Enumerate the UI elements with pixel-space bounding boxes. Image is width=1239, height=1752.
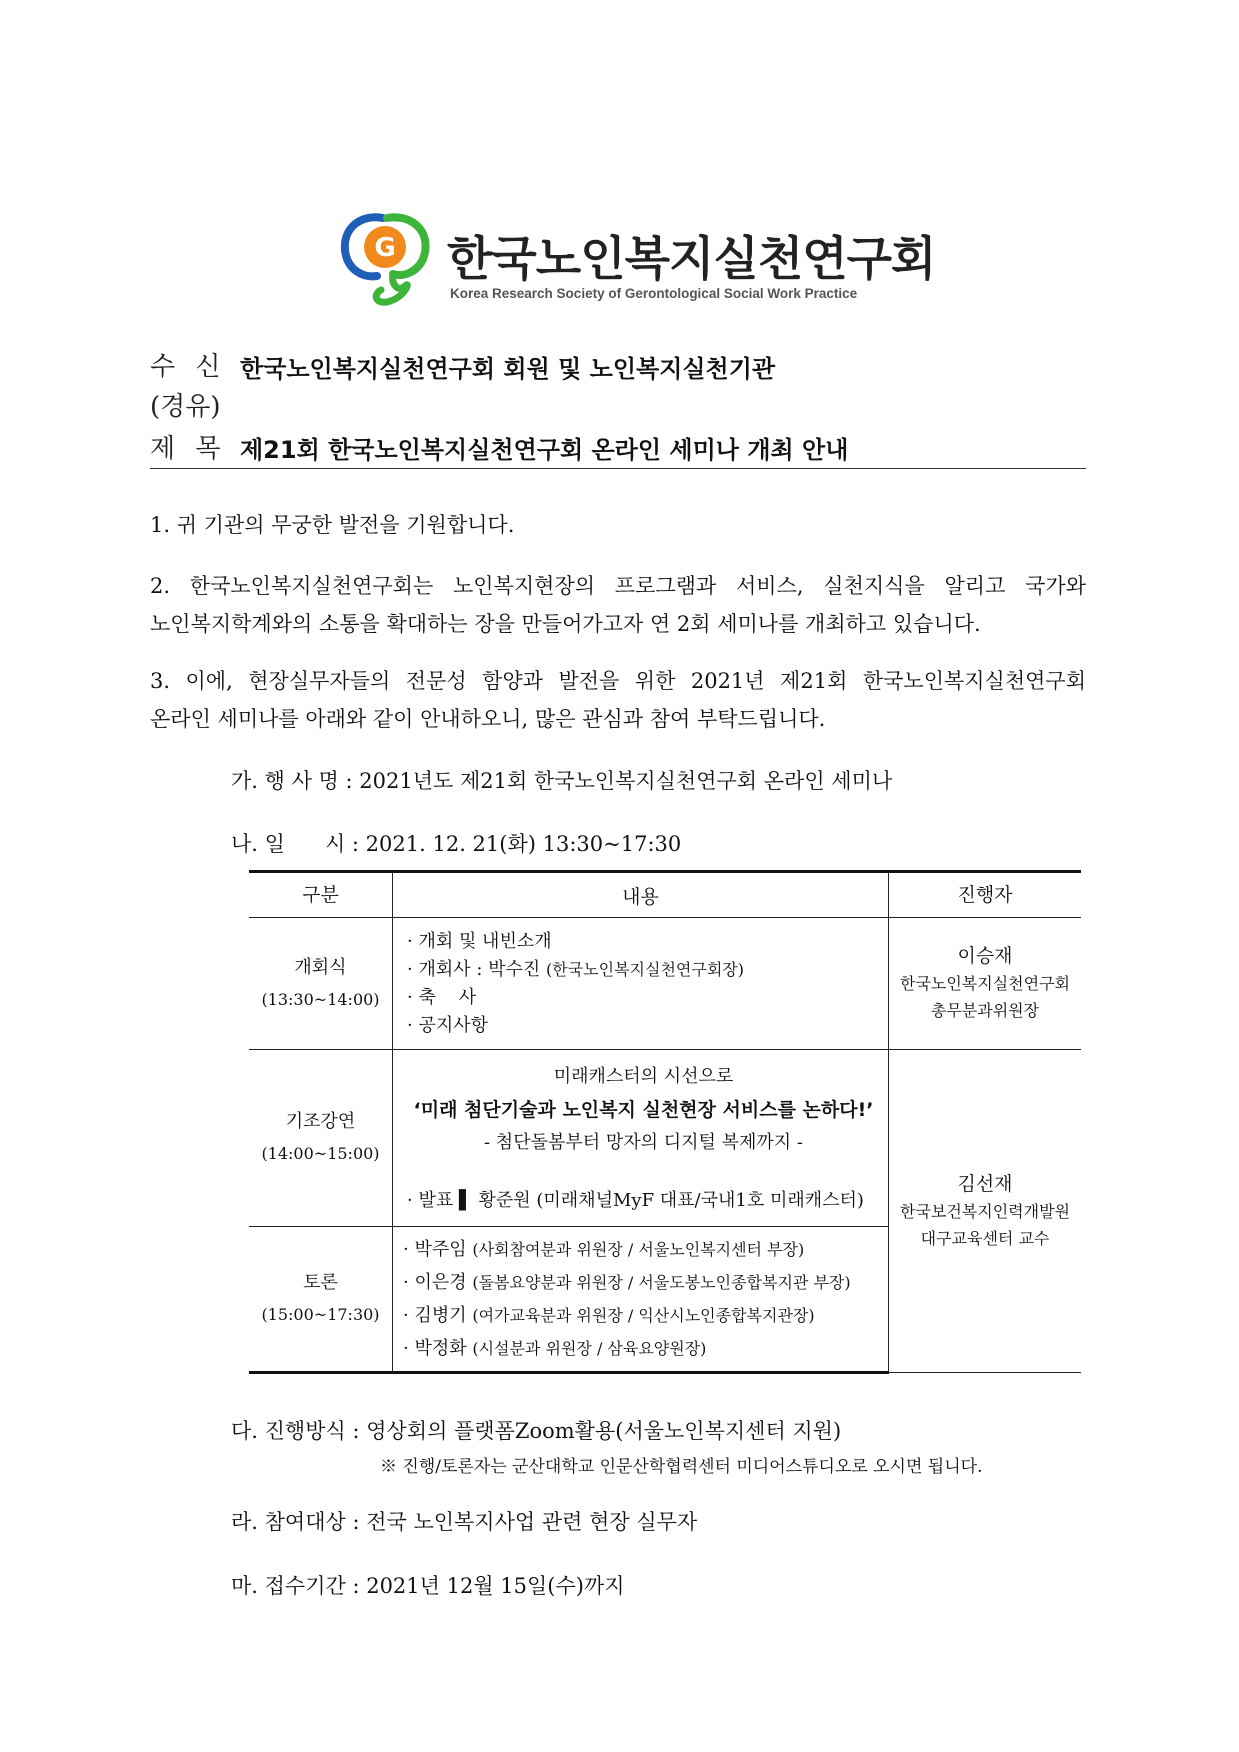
opening-item-1: · 개회 및 내빈소개	[407, 930, 552, 952]
panelist-1-affiliation: (사회참여분과 위원장 / 서울노인복지센터 부장)	[472, 1240, 805, 1259]
column-header-category: 구분	[249, 872, 393, 918]
keynote-time: (14:00~15:00)	[261, 1144, 380, 1163]
moderator2-role: 대구교육센터 교수	[920, 1228, 1050, 1248]
recipient-value: 한국노인복지실천연구회 회원 및 노인복지실천기관	[240, 355, 776, 383]
table-row-opening	[249, 918, 1081, 1050]
paragraph-3-line-1: 3. 이에, 현장실무자들의 전문성 함양과 발전을 위한 2021년 제21회 한국노인복지실천연구회	[150, 669, 1086, 693]
discussion-time: (15:00~17:30)	[261, 1305, 380, 1324]
keynote-subtitle: - 첨단돌봄부터 망자의 디지털 복제까지 -	[484, 1132, 803, 1153]
item-event-name: 가. 행 사 명 : 2021년도 제21회 한국노인복지실천연구회 온라인 세미나	[231, 769, 893, 793]
organization-logo	[335, 208, 936, 308]
panelist-3-name: · 김병기	[403, 1305, 467, 1326]
moderator2-org: 한국보건복지인력개발원	[899, 1201, 1071, 1221]
panelist-3-affiliation: (여가교육분과 위원장 / 익산시노인종합복지관장)	[472, 1306, 815, 1325]
logo-mark-icon	[335, 208, 435, 308]
opening-category	[249, 918, 393, 1050]
panelist-4-name: · 박정화	[403, 1338, 467, 1359]
keynote-name: 기조강연	[285, 1111, 356, 1132]
svg-text:G: G	[374, 233, 396, 263]
recipient-label: 수 신	[150, 352, 227, 382]
via-label: (경유)	[150, 392, 221, 422]
opening-content	[393, 918, 889, 1050]
panelist-3	[403, 1299, 888, 1332]
opening-name: 개회식	[294, 956, 347, 978]
item-format-note: ※ 진행/토론자는 군산대학교 인문산학협력센터 미디어스튜디오로 오시면 됩니다.	[380, 1457, 983, 1477]
panelist-4	[403, 1332, 888, 1365]
discussion-content	[393, 1227, 889, 1373]
panelist-2	[403, 1266, 888, 1299]
opening-moderator-name: 이승재	[957, 945, 1013, 967]
logo-name-korean: 한국노인복지실천연구회	[447, 232, 936, 287]
panelist-1	[403, 1233, 888, 1266]
item-date-time: 나. 일 시 : 2021. 12. 21(화) 13:30~17:30	[231, 832, 682, 856]
opening-item-2	[407, 956, 888, 984]
opening-moderator-role: 총무분과위원장	[930, 1001, 1040, 1020]
column-header-moderator: 진행자	[889, 872, 1082, 918]
keynote-category	[249, 1050, 393, 1227]
schedule-table	[249, 870, 1081, 1374]
keynote-discussion-moderator	[889, 1050, 1082, 1373]
discussion-name: 토론	[303, 1272, 338, 1293]
opening-item-4: · 공지사항	[407, 1014, 488, 1036]
item-audience: 라. 참여대상 : 전국 노인복지사업 관련 현장 실무자	[231, 1510, 698, 1534]
column-header-content: 내용	[393, 872, 889, 918]
paragraph-3-line-2: 온라인 세미나를 아래와 같이 안내하오니, 많은 관심과 참여 부탁드립니다.	[150, 707, 826, 731]
logo-name-english: Korea Research Society of Gerontological Social Work Practice	[450, 286, 858, 301]
paragraph-2-line-2: 노인복지학계와의 소통을 확대하는 장을 만들어가고자 연 2회 세미나를 개최하고 있습니다.	[150, 612, 981, 636]
subject-value: 제21회 한국노인복지실천연구회 온라인 세미나 개최 안내	[240, 436, 849, 464]
subject-label: 제 목	[150, 434, 227, 464]
keynote-title: ‘미래 첨단기술과 노인복지 실천현장 서비스를 논하다!’	[413, 1099, 874, 1121]
opening-moderator	[889, 918, 1082, 1050]
paragraph-1: 1. 귀 기관의 무궁한 발전을 기원합니다.	[150, 513, 515, 537]
keynote-content	[393, 1050, 889, 1227]
keynote-presenter: · 발표 ▌ 황준원 (미래채널MyF 대표/국내1호 미래캐스터)	[407, 1190, 864, 1211]
table-row-keynote	[249, 1050, 1081, 1227]
opening-item-2-note: (한국노인복지실천연구회장)	[546, 959, 744, 979]
paragraph-2-line-1: 2. 한국노인복지실천연구회는 노인복지현장의 프로그램과 서비스, 실천지식을 알리고 국가와	[150, 574, 1086, 598]
panelist-2-name: · 이은경	[403, 1272, 467, 1293]
panelist-4-affiliation: (시설분과 위원장 / 삼육요양원장)	[472, 1339, 707, 1358]
moderator2-name: 김선재	[957, 1172, 1013, 1195]
panelist-1-name: · 박주임	[403, 1239, 467, 1260]
item-registration-period: 마. 접수기간 : 2021년 12월 15일(수)까지	[231, 1574, 625, 1598]
opening-moderator-org: 한국노인복지실천연구회	[899, 974, 1071, 993]
panelist-2-affiliation: (돌봄요양분과 위원장 / 서울도봉노인종합복지관 부장)	[472, 1273, 851, 1292]
item-format: 다. 진행방식 : 영상회의 플랫폼Zoom활용(서울노인복지센터 지원)	[231, 1419, 842, 1443]
keynote-pre-title: 미래캐스터의 시선으로	[553, 1066, 734, 1087]
opening-time: (13:30~14:00)	[261, 989, 380, 1009]
discussion-category	[249, 1227, 393, 1373]
opening-item-3: · 축 사	[407, 986, 477, 1008]
header-divider	[150, 468, 1086, 469]
opening-item-2-text: · 개회사 : 박수진	[407, 958, 541, 980]
table-header-row	[249, 872, 1081, 918]
